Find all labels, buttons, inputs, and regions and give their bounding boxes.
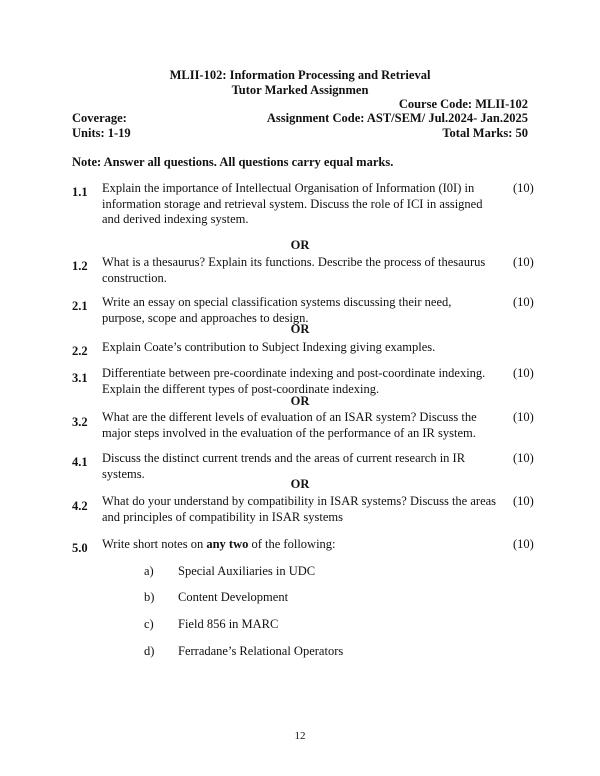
question-number: 2.1 bbox=[72, 299, 88, 313]
sub-item-letter: c) bbox=[144, 617, 154, 631]
or-divider: OR bbox=[290, 477, 310, 491]
question-text: Discuss the distinct current trends and the areas of current research in IR systems. bbox=[102, 451, 466, 481]
question-marks: (10) bbox=[513, 366, 534, 380]
units-label: Units: 1-19 bbox=[72, 126, 131, 140]
question-number: 5.0 bbox=[72, 541, 88, 555]
or-divider: OR bbox=[290, 322, 310, 336]
sub-item-text: Field 856 in MARC bbox=[178, 617, 279, 631]
question-text: Explain the importance of Intellectual Organisation of Information (I0I) in information storage and retrieval system. Discuss the role of ICI in assigned and derived indexing system. bbox=[102, 181, 483, 226]
sub-item-text: Ferradane’s Relational Operators bbox=[178, 644, 344, 658]
instruction-note: Note: Answer all questions. All questions carry equal marks. bbox=[72, 155, 394, 169]
coverage-label: Coverage: bbox=[72, 111, 127, 125]
question-text: What are the different levels of evaluation of an ISAR system? Discuss the major steps involved in the evaluation of the performance of an IR system. bbox=[102, 410, 477, 440]
question-number: 4.2 bbox=[72, 499, 88, 513]
question-marks: (10) bbox=[513, 295, 534, 309]
question-number: 3.1 bbox=[72, 371, 88, 385]
sub-item-letter: b) bbox=[144, 590, 155, 604]
question-text: What is a thesaurus? Explain its functions. Describe the process of thesaurus construction. bbox=[102, 255, 486, 285]
question-number: 4.1 bbox=[72, 455, 88, 469]
question-text: Differentiate between pre-coordinate indexing and post-coordinate indexing. Explain the different types of post-coordinate indexing. bbox=[102, 366, 486, 396]
question-text: Explain Coate’s contribution to Subject Indexing giving examples. bbox=[102, 340, 436, 354]
question-number: 2.2 bbox=[72, 344, 88, 358]
question-marks: (10) bbox=[513, 410, 534, 424]
sub-item-letter: d) bbox=[144, 644, 155, 658]
question-marks: (10) bbox=[513, 494, 534, 508]
question-marks: (10) bbox=[513, 537, 534, 551]
question-marks: (10) bbox=[513, 181, 534, 195]
question-text bbox=[102, 537, 492, 553]
question-number: 1.1 bbox=[72, 185, 88, 199]
or-divider: OR bbox=[290, 394, 310, 408]
question-text-after: of the following: bbox=[248, 537, 336, 551]
question-text: What do your understand by compatibility in ISAR systems? Discuss the areas and principles of compatibility in ISAR systems bbox=[102, 494, 497, 524]
assignment-code: Assignment Code: AST/SEM/ Jul.2024- Jan.2025 bbox=[266, 111, 528, 125]
sub-item-text: Special Auxiliaries in UDC bbox=[178, 564, 316, 578]
total-marks: Total Marks: 50 bbox=[442, 126, 528, 140]
or-divider: OR bbox=[290, 238, 310, 252]
question-number: 3.2 bbox=[72, 415, 88, 429]
question-marks: (10) bbox=[513, 451, 534, 465]
question-number: 1.2 bbox=[72, 259, 88, 273]
question-text-emphasis: any two bbox=[206, 537, 249, 551]
assignment-subtitle: Tutor Marked Assignmen bbox=[231, 83, 369, 97]
page-number: 12 bbox=[294, 730, 306, 742]
course-code: Course Code: MLII-102 bbox=[398, 97, 528, 111]
question-marks: (10) bbox=[513, 255, 534, 269]
assignment-title: MLII-102: Information Processing and Retrieval bbox=[169, 68, 431, 82]
sub-item-letter: a) bbox=[144, 564, 154, 578]
sub-item-text: Content Development bbox=[178, 590, 289, 604]
question-text: Write an essay on special classification systems discussing their need, purpose, scope and approaches to design. bbox=[102, 295, 452, 325]
question-text-before: Write short notes on bbox=[102, 537, 207, 551]
